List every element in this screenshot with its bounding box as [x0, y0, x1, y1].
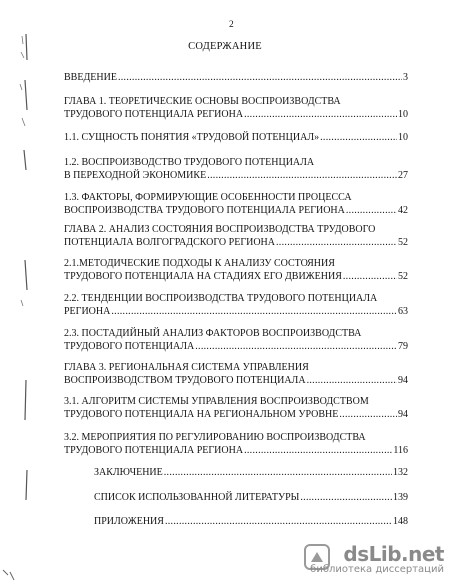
dot-leader: [300, 492, 392, 505]
toc-page-number: 52: [398, 236, 408, 248]
toc-entry-title: СПИСОК ИСПОЛЬЗОВАННОЙ ЛИТЕРАТУРЫ: [94, 492, 300, 503]
toc-entry: [94, 492, 408, 505]
dot-leader: [343, 271, 397, 284]
watermark-subtitle: библиотека диссертаций: [310, 564, 444, 575]
toc-entry-title: В ПЕРЕХОДНОЙ ЭКОНОМИКЕ: [64, 169, 207, 181]
toc-entry-title: ТРУДОВОГО ПОТЕНЦИАЛА РЕГИОНА: [64, 444, 244, 456]
toc-entry: [64, 396, 408, 421]
toc-page-number: 116: [393, 444, 408, 456]
dot-leader: [207, 170, 397, 183]
toc-entry-title: ПОТЕНЦИАЛА ВОЛГОГРАДСКОГО РЕГИОНА: [64, 236, 275, 248]
toc-entry-title: 2.2. ТЕНДЕНЦИИ ВОСПРОИЗВОДСТВА ТРУДОВОГО ПОТЕНЦИАЛА: [64, 293, 378, 304]
toc-entry: [94, 467, 408, 480]
toc-entry-title: ВВЕДЕНИЕ: [64, 72, 117, 83]
dot-leader: [195, 341, 397, 354]
toc-entry: [64, 132, 408, 145]
toc-page-number: 148: [393, 516, 408, 527]
dot-leader: [244, 109, 397, 122]
dot-leader: [164, 467, 392, 480]
toc-entry-title: ГЛАВА 1. ТЕОРЕТИЧЕСКИЕ ОСНОВЫ ВОСПРОИЗВОДСТВА: [64, 96, 341, 107]
dot-leader: [111, 306, 397, 319]
toc-page-number: 79: [398, 340, 408, 352]
toc-entry: [64, 293, 408, 318]
toc-page-number: 10: [398, 108, 408, 120]
toc-entry-title: 2.1.МЕТОДИЧЕСКИЕ ПОДХОДЫ К АНАЛИЗУ СОСТОЯНИЯ: [64, 258, 335, 269]
watermark-logo: dsLib.net: [343, 542, 444, 566]
toc-page-number: 94: [398, 408, 408, 420]
toc-entry-title: ВОСПРОИЗВОДСТВА ТРУДОВОГО ПОТЕНЦИАЛА РЕГИОНА: [64, 204, 345, 216]
dot-leader: [118, 72, 402, 85]
toc-entry: [64, 192, 408, 217]
toc-entry-title: ПРИЛОЖЕНИЯ: [94, 516, 164, 527]
toc-page-number: 63: [398, 305, 408, 317]
toc-entry-title: ГЛАВА 2. АНАЛИЗ СОСТОЯНИЯ ВОСПРОИЗВОДСТВА ТРУДОВОГО: [64, 224, 376, 235]
toc-entry-title: ТРУДОВОГО ПОТЕНЦИАЛА: [64, 340, 195, 352]
toc-entry: [64, 432, 408, 457]
toc-entry-title: 2.3. ПОСТАДИЙНЫЙ АНАЛИЗ ФАКТОРОВ ВОСПРОИЗВОДСТВА: [64, 328, 362, 339]
toc-entry-title: РЕГИОНА: [64, 305, 111, 317]
dot-leader: [320, 132, 397, 145]
toc-page-number: 139: [393, 492, 408, 503]
toc-page-number: 3: [403, 72, 408, 83]
toc-entry-title: ГЛАВА 3. РЕГИОНАЛЬНАЯ СИСТЕМА УПРАВЛЕНИЯ: [64, 362, 309, 373]
page-number: 2: [229, 20, 234, 30]
toc-entry: [64, 96, 408, 121]
toc-entry: [64, 258, 408, 283]
toc-entry-title: 1.2. ВОСПРОИЗВОДСТВО ТРУДОВОГО ПОТЕНЦИАЛА: [64, 157, 315, 168]
dot-leader: [346, 205, 397, 218]
toc-entry-title: ЗАКЛЮЧЕНИЕ: [94, 467, 163, 478]
toc-entry-title: 1.3. ФАКТОРЫ, ФОРМИРУЮЩИЕ ОСОБЕННОСТИ ПРОЦЕССА: [64, 192, 352, 203]
toc-entry-title: ТРУДОВОГО ПОТЕНЦИАЛА НА РЕГИОНАЛЬНОМ УРОВНЕ: [64, 408, 339, 420]
toc-entry: [64, 328, 408, 353]
toc-entry-title: 1.1. СУЩНОСТЬ ПОНЯТИЯ «ТРУДОВОЙ ПОТЕНЦИАЛ»: [64, 132, 320, 143]
toc-page-number: 52: [398, 270, 408, 282]
toc-entry-title: ВОСПРОИЗВОДСТВОМ ТРУДОВОГО ПОТЕНЦИАЛА: [64, 374, 306, 386]
toc-page-number: 132: [393, 467, 408, 478]
toc-entry: [64, 72, 408, 85]
toc-entry: [64, 224, 408, 249]
toc-page-number: 42: [398, 204, 408, 216]
toc-page-number: 10: [398, 132, 408, 143]
toc-entry-title: 3.2. МЕРОПРИЯТИЯ ПО РЕГУЛИРОВАНИЮ ВОСПРОИЗВОДСТВА: [64, 432, 366, 443]
toc-entry: [64, 362, 408, 387]
dot-leader: [307, 375, 397, 388]
dot-leader: [339, 409, 397, 422]
toc-entry: [64, 157, 408, 182]
dot-leader: [165, 516, 392, 529]
toc-page-number: 27: [398, 169, 408, 181]
dot-leader: [276, 237, 397, 250]
toc-entry: [94, 516, 408, 529]
watermark: [304, 542, 444, 578]
toc-entry-title: ТРУДОВОГО ПОТЕНЦИАЛА НА СТАДИЯХ ЕГО ДВИЖЕНИЯ: [64, 270, 342, 282]
dot-leader: [244, 445, 392, 458]
page-title: СОДЕРЖАНИЕ: [188, 41, 262, 52]
toc-page-number: 94: [398, 374, 408, 386]
toc-entry-title: ТРУДОВОГО ПОТЕНЦИАЛА РЕГИОНА: [64, 108, 244, 120]
toc-entry-title: 3.1. АЛГОРИТМ СИСТЕМЫ УПРАВЛЕНИЯ ВОСПРОИЗВОДСТВОМ: [64, 396, 369, 407]
